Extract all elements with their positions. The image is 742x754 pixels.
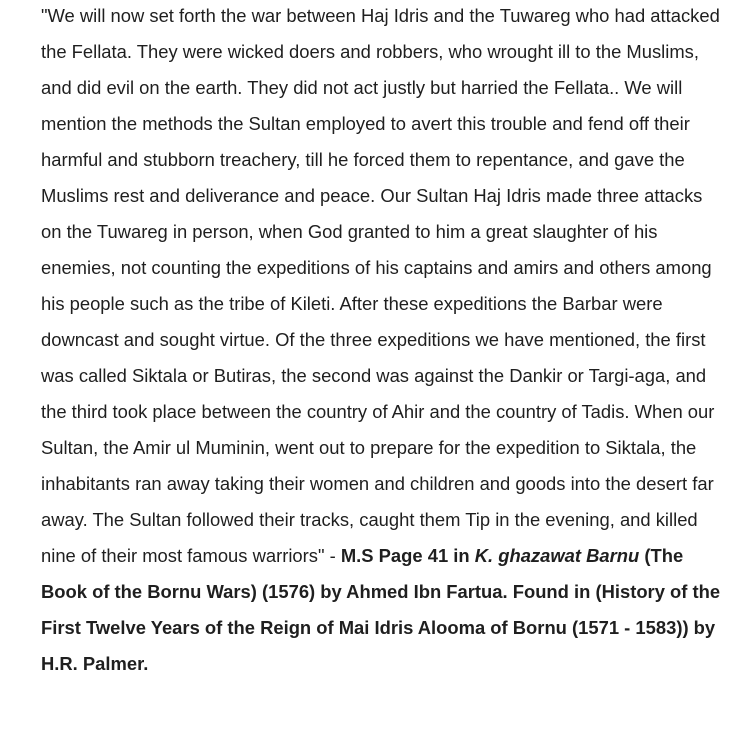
quote-text: "We will now set forth the war between Haj Idris and the Tuwareg who had attacked the Fellata. They were wicked doers and robbers, who wrought ill to the Muslims, and did evil on the earth. They did not act justly but harried the Fellata.. We will mention the methods the Sultan employed to avert this trouble and fend off their harmful and stubborn treachery, till he forced them to repentance, and gave the Muslims rest and deliverance and peace. Our Sultan Haj Idris made three attacks on the Tuwareg in person, when God granted to him a great slaughter of his enemies, not counting the expeditions of his captains and amirs and others among his people such as the tribe of Kileti. After these expeditions the Barbar were downcast and sought virtue. Of the three expeditions we have mentioned, the first was called Siktala or Butiras, the second was against the Dankir or Targi-aga, and the third took place between the country of Ahir and the country of Tadis. When our Sultan, the Amir ul Muminin, went out to prepare for the expedition to Siktala, the inhabitants ran away taking their women and children and goods into the desert far away. The Sultan followed their tracks, caught them Tip in the evening, and killed nine of their most famous warriors" [41, 5, 720, 566]
quote-paragraph [41, 0, 721, 682]
citation-suffix: (The Book of the Bornu Wars) (1576) by Ahmed Ibn Fartua. Found in (History of the First Twelve Years of the Reign of Mai Idris Alooma of Bornu (1571 - 1583)) by H.R. Palmer. [41, 545, 721, 674]
citation-prefix: M.S Page 41 in [340, 545, 475, 566]
citation-separator: - [324, 545, 341, 566]
citation-book-title: K. ghazawat Barnu [474, 545, 640, 566]
